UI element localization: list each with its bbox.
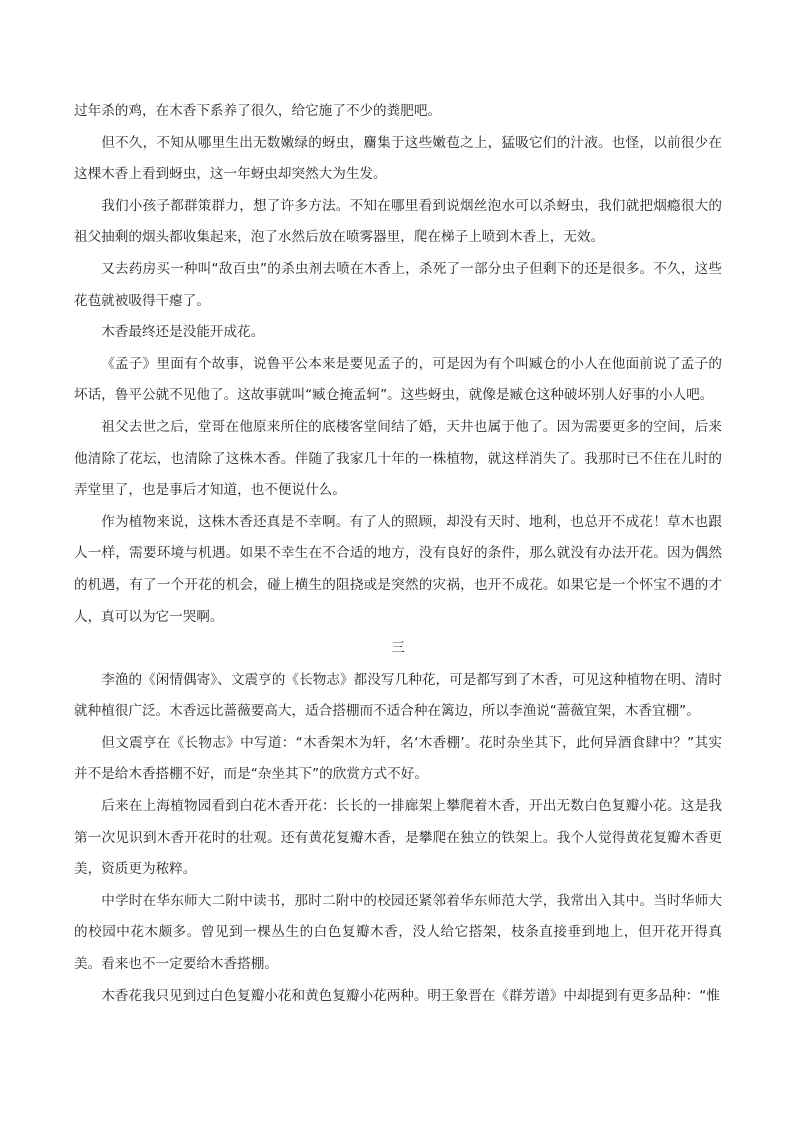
paragraph-5: 木香最终还是没能开成花。 [101,324,265,341]
paragraph-10: 但文震亨在《长物志》中写道：“木香架木为轩，名‘木香棚’。花时杂坐其下，此何异酒食肆中？”其实并不是给木香搭棚不好，而是“杂坐其下”的欣赏方式不好。 [74,734,722,783]
article-body [74,96,722,1012]
paragraph-12: 中学时在华东师大二附中读书，那时二附中的校园还紧邻着华东师范大学，我常出入其中。当时华师大的校园中花木颇多。曾见到一棵丛生的白色复瓣木香，没人给它搭架，枝条直接垂到地上，但开花开得真美。看来也不一定要给木香搭棚。 [74,892,722,973]
paragraph-11: 后来在上海植物园看到白花木香开花：长长的一排廊架上攀爬着木香，开出无数白色复瓣小花。这是我第一次见识到木香开花时的壮观。还有黄花复瓣木香，是攀爬在独立的铁架上。我个人觉得黄花复瓣木香更美，资质更为秾粹。 [74,798,722,878]
paragraph-6: 《孟子》里面有个故事，说鲁平公本来是要见孟子的，可是因为有个叫臧仓的小人在他面前说了孟子的坏话，鲁平公就不见他了。这故事就叫“臧仓掩孟轲”。这些蚜虫，就像是臧仓这种破坏别人好事的小人吧。 [74,355,722,404]
section-heading: 三 [391,640,405,657]
paragraph-13: 木香花我只见到过白色复瓣小花和黄色复瓣小花两种。明王象晋在《群芳谱》中却提到有更多品种：“惟 [101,987,720,1004]
paragraph-7: 祖父去世之后，堂哥在他原来所住的底楼客堂间结了婚，天井也属于他了。因为需要更多的空间，后来他清除了花坛，也清除了这株木香。伴随了我家几十年的一株植物，就这样消失了。我那时已不住在儿时的弄堂里了，也是事后才知道，也不便说什么。 [74,418,722,499]
paragraph-8: 作为植物来说，这株木香还真是不幸啊。有了人的照顾，却没有天时、地利，也总开不成花！草木也跟人一样，需要环境与机遇。如果不幸生在不合适的地方，没有良好的条件，那么就没有办法开花。因为偶然的机遇，有了一个开花的机会，碰上横生的阻挠或是突然的灾祸，也开不成花。如果它是一个怀宝不遇的才人，真可以为它一哭啊。 [74,513,722,625]
paragraph-3: 我们小孩子都群策群力，想了许多方法。不知在哪里看到说烟丝泡水可以杀蚜虫，我们就把烟瘾很大的祖父抽剩的烟头都收集起来，泡了水然后放在喷雾器里，爬在梯子上喷到木香上，无效。 [74,197,722,246]
paragraph-4: 又去药房买一种叫“敌百虫”的杀虫剂去喷在木香上，杀死了一部分虫子但剩下的还是很多。不久，这些花苞就被吸得干瘪了。 [74,260,722,309]
paragraph-9: 李渔的《闲情偶寄》、文震亨的《长物志》都没写几种花，可是都写到了木香，可见这种植物在明、清时就种植很广泛。木香远比蔷薇要高大，适合搭棚而不适合种在篱边，所以李渔说“蔷薇宜架，木香宜棚”。 [74,671,722,720]
paragraph-1: 过年杀的鸡，在木香下系养了很久，给它施了不少的粪肥吧。 [74,103,442,119]
paragraph-2: 但不久，不知从哪里生出无数嫩绿的蚜虫，麕集于这些嫩苞之上，猛吸它们的汁液。也怪，以前很少在这棵木香上看到蚜虫，这一年蚜虫却突然大为生发。 [74,134,722,183]
